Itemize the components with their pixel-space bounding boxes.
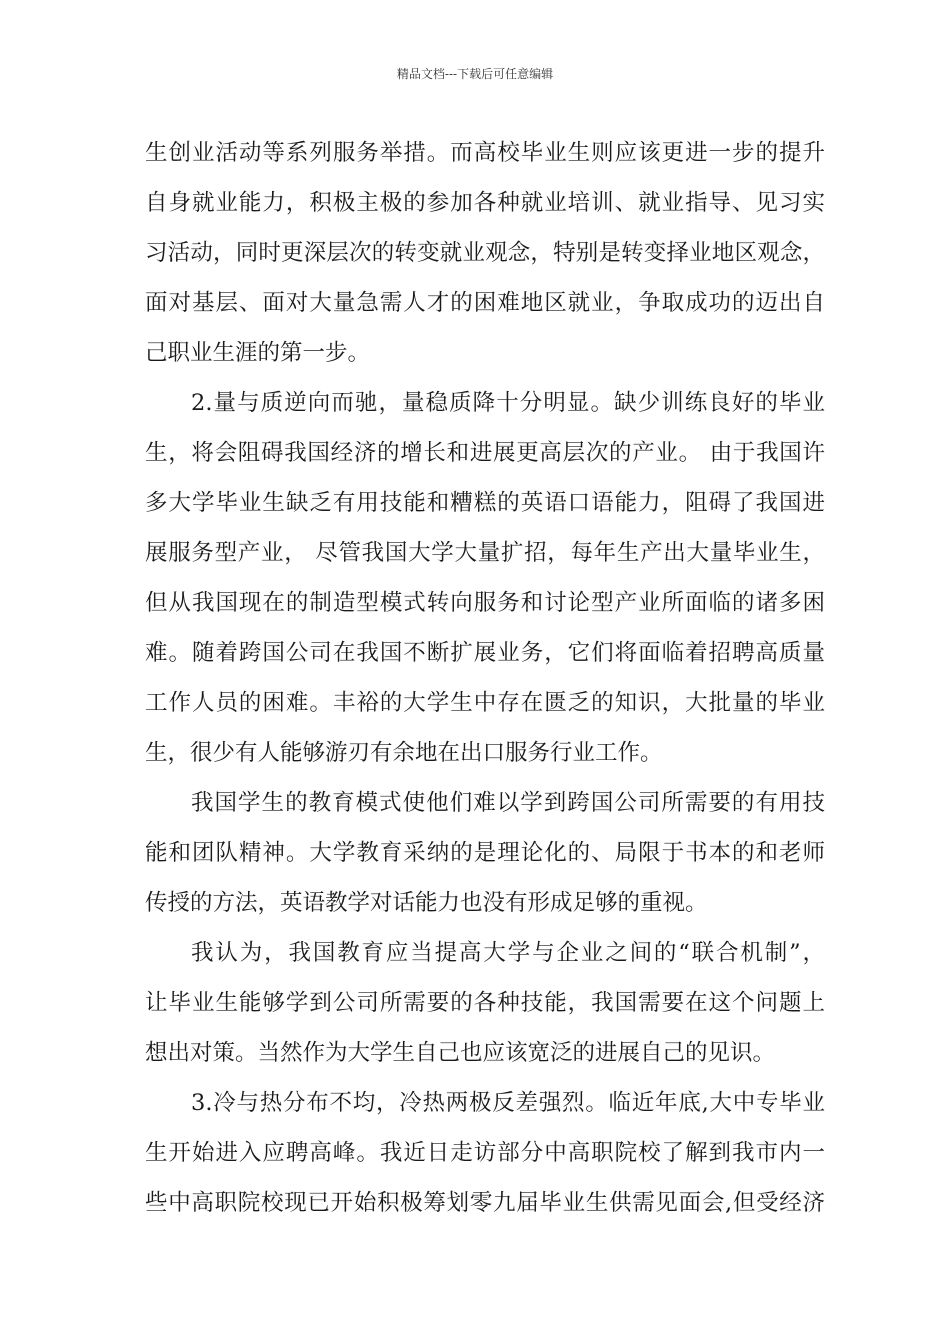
text-line: 多大学毕业生缺乏有用技能和糟糕的英语口语能力，阻碍了我国进	[145, 490, 825, 516]
text-line: 我国学生的教育模式使他们难以学到跨国公司所需要的有用技	[191, 790, 825, 816]
document-body	[145, 132, 825, 1232]
text-line: 生创业活动等系列服务举措。而高校毕业生则应该更进一步的提升	[145, 140, 825, 166]
page-header: 精品文档---下载后可任意编辑	[396, 67, 554, 81]
text-line: 生，很少有人能够游刃有余地在出口服务行业工作。	[145, 740, 663, 766]
text-line: 想出对策。当然作为大学生自己也应该宽泛的进展自己的见识。	[145, 1040, 776, 1066]
text-line: 2.量与质逆向而驰，量稳质降十分明显。缺少训练良好的毕业	[191, 390, 825, 416]
text-line: 生，将会阻碍我国经济的增长和进展更高层次的产业。 由于我国许	[145, 440, 825, 466]
text-line: 传授的方法，英语教学对话能力也没有形成足够的重视。	[145, 890, 708, 916]
text-line: 我认为，我国教育应当提高大学与企业之间的“联合机制”，	[191, 940, 825, 966]
text-line: 能和团队精神。大学教育采纳的是理论化的、局限于书本的和老师	[145, 840, 825, 866]
text-line: 但从我国现在的制造型模式转向服务和讨论型产业所面临的诸多困	[145, 590, 825, 616]
text-line: 生开始进入应聘高峰。我近日走访部分中高职院校了解到我市内一	[145, 1140, 825, 1166]
paragraph-2	[145, 382, 825, 782]
text-line: 工作人员的困难。丰裕的大学生中存在匮乏的知识，大批量的毕业	[145, 690, 825, 716]
paragraph-1	[145, 132, 825, 382]
text-line: 些中高职院校现已开始积极筹划零九届毕业生供需见面会,但受经济	[145, 1190, 825, 1216]
paragraph-3	[145, 782, 825, 932]
paragraph-4	[145, 932, 825, 1082]
text-line: 展服务型产业， 尽管我国大学大量扩招，每年生产出大量毕业生，	[145, 540, 825, 566]
text-line: 难。随着跨国公司在我国不断扩展业务，它们将面临着招聘高质量	[145, 640, 825, 666]
text-line: 习活动，同时更深层次的转变就业观念，特别是转变择业地区观念，	[145, 240, 825, 266]
text-line: 己职业生涯的第一步。	[145, 340, 371, 366]
text-line: 面对基层、面对大量急需人才的困难地区就业，争取成功的迈出自	[145, 290, 825, 316]
text-line: 3.冷与热分布不均，冷热两极反差强烈。临近年底,大中专毕业	[191, 1090, 825, 1116]
paragraph-5	[145, 1082, 825, 1232]
text-line: 自身就业能力，积极主极的参加各种就业培训、就业指导、见习实	[145, 190, 825, 216]
text-line: 让毕业生能够学到公司所需要的各种技能，我国需要在这个问题上	[145, 990, 825, 1016]
